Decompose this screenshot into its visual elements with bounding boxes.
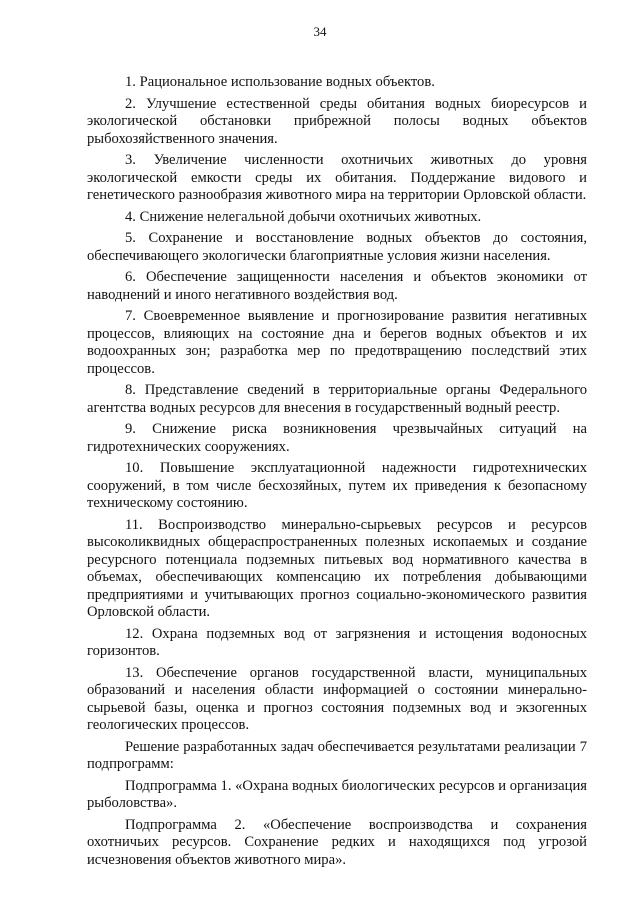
paragraph-11: 11. Воспроизводство минерально-сырьевых ресурсов и ресурсов высоколиквидных общераспространенных полезных ископаемых и создание ресурсного потенциала подземных питьевых вод нормативного качества в объемах, обеспечивающих компенсацию их потребления добывающими предприятиями и учитывающих прогноз социально-экономического развития Орловской области. xyxy=(87,516,587,620)
document-body xyxy=(87,74,587,873)
subprogram-2: Подпрограмма 2. «Обеспечение воспроизводства и сохранения охотничьих ресурсов. Сохранение редких и находящихся под угрозой исчезновения объектов животного мира». xyxy=(87,816,587,868)
paragraph-4: 4. Снижение нелегальной добычи охотничьих животных. xyxy=(125,208,482,225)
paragraph-6: 6. Обеспечение защищенности населения и объектов экономики от наводнений и иного негативного воздействия вод. xyxy=(87,269,587,303)
paragraph-1: 1. Рациональное использование водных объектов. xyxy=(125,74,435,90)
paragraph-13: 13. Обеспечение органов государственной власти, муниципальных образований и населения области информацией о состоянии минерально-сырьевой базы, оценка и прогноз состояния подземных вод и экзогенных геологических процессов. xyxy=(87,664,587,733)
paragraph-3: 3. Увеличение численности охотничьих животных до уровня экологической емкости среды их обитания. Поддержание видового и генетического разнообразия животного мира на территории Орловской области. xyxy=(87,152,587,203)
paragraph-10: 10. Повышение эксплуатационной надежности гидротехнических сооружений, в том числе бесхозяйных, путем их приведения к безопасному техническому состоянию. xyxy=(87,460,587,511)
paragraph-12: 12. Охрана подземных вод от загрязнения и истощения водоносных горизонтов. xyxy=(87,625,587,659)
paragraph-5: 5. Сохранение и восстановление водных объектов до состояния, обеспечивающего экологически благоприятные условия жизни населения. xyxy=(87,230,587,264)
subprograms-intro: Решение разработанных задач обеспечивается результатами реализации 7 подпрограмм: xyxy=(87,738,587,772)
paragraph-9: 9. Снижение риска возникновения чрезвычайных ситуаций на гидротехнических сооружениях. xyxy=(87,421,587,455)
subprogram-1: Подпрограмма 1. «Охрана водных биологических ресурсов и организация рыболовства». xyxy=(87,777,587,811)
paragraph-8: 8. Представление сведений в территориальные органы Федерального агентства водных ресурсов для внесения в государственный водный реестр. xyxy=(87,382,587,416)
paragraph-2: 2. Улучшение естественной среды обитания водных биоресурсов и экологической обстановки прибрежной полосы водных объектов рыбохозяйственного значения. xyxy=(87,95,587,147)
paragraph-7: 7. Своевременное выявление и прогнозирование развития негативных процессов, влияющих на состояние дна и берегов водных объектов и их водоохранных зон; разработка мер по предотвращению последствий этих процессов. xyxy=(87,308,587,377)
page-number: 34 xyxy=(313,24,327,39)
